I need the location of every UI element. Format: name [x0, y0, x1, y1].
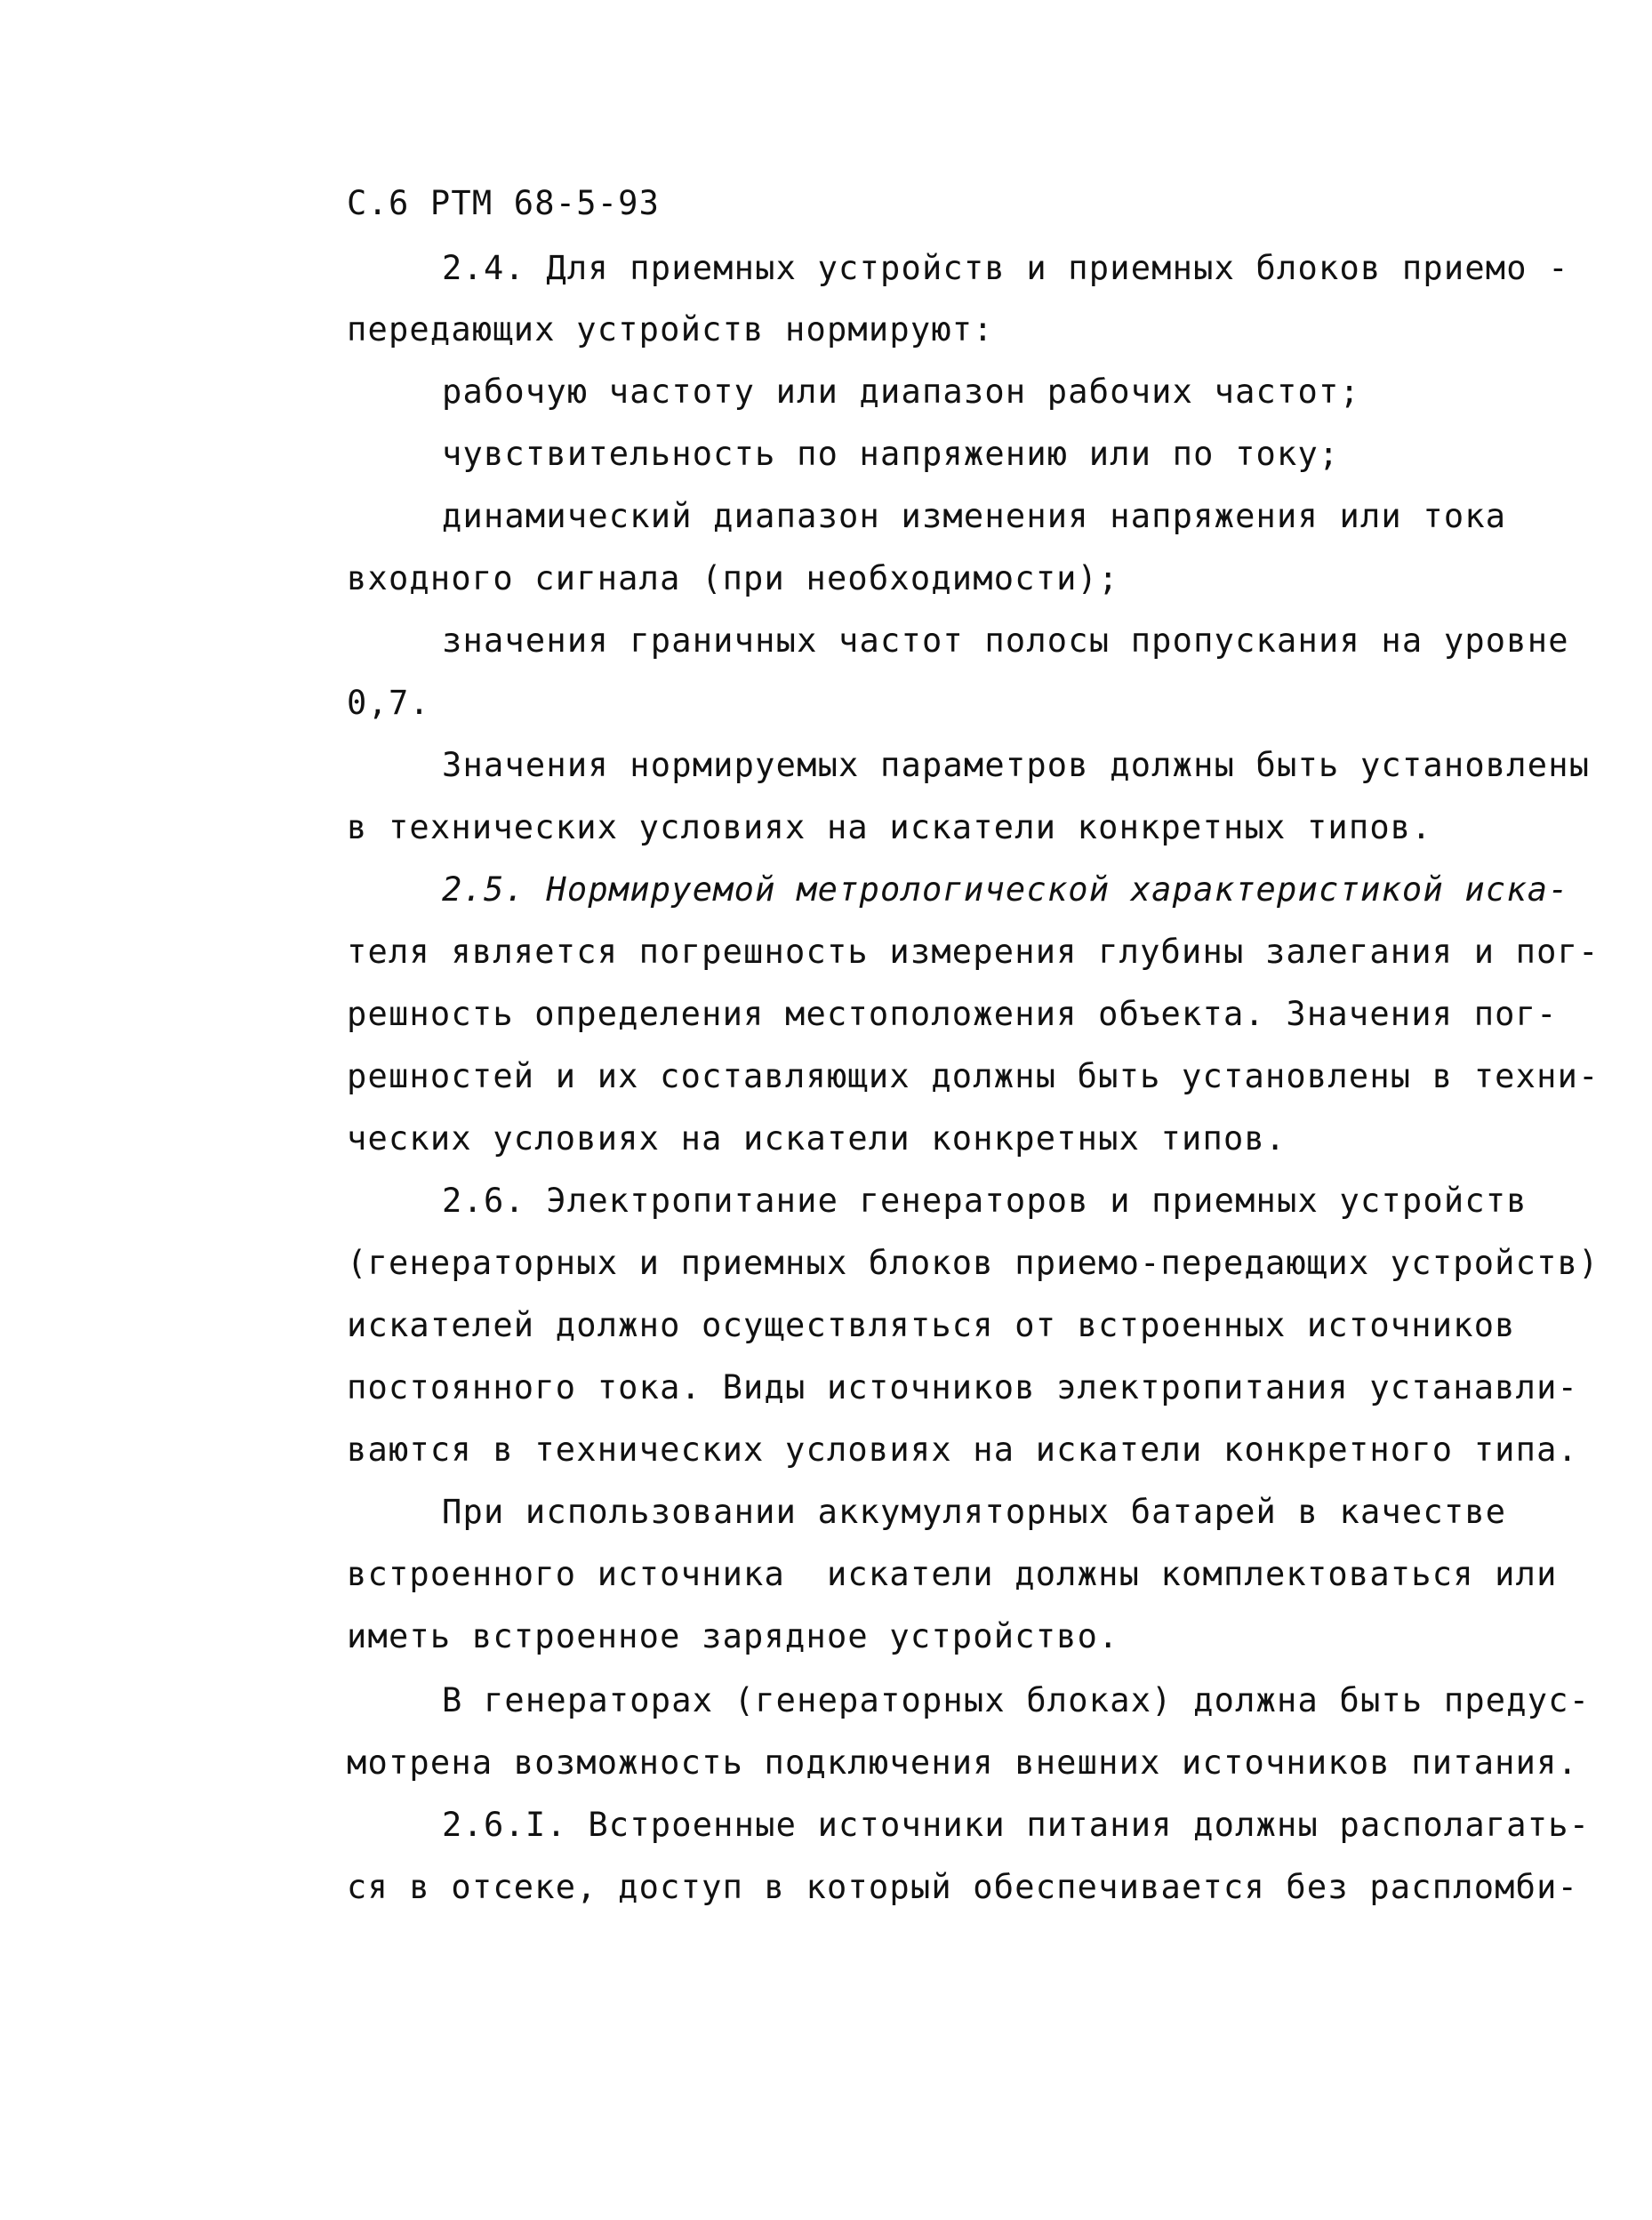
paragraph-line: 2.6.I. Встроенные источники питания должны располагать- — [442, 1806, 1591, 1844]
paragraph-line: в технических условиях на искатели конкретных типов. — [347, 808, 1432, 846]
paragraph-line: (генераторных и приемных блоков приемо-передающих устройств) — [347, 1244, 1600, 1282]
list-item-line: рабочую частоту или диапазон рабочих частот; — [442, 373, 1360, 411]
paragraph-line: 2.4. Для приемных устройств и приемных блоков приемо - — [442, 249, 1569, 287]
paragraph-line: мотрена возможность подключения внешних источников питания. — [347, 1743, 1579, 1782]
list-item-line: динамический диапазон изменения напряжения или тока — [442, 497, 1507, 535]
paragraph-line: постоянного тока. Виды источников электропитания устанавли- — [347, 1368, 1579, 1407]
page-header: С.6 РТМ 68-5-93 — [347, 184, 661, 222]
paragraph-line: 0,7. — [347, 684, 430, 722]
paragraph-line: теля является погрешность измерения глубины залегания и пог- — [347, 933, 1600, 971]
paragraph-line-italic: 2.5. Нормируемой метрологической характеристикой иска- — [442, 870, 1569, 909]
paragraph-line: Значения нормируемых параметров должны быть установлены — [442, 746, 1591, 784]
paragraph-line: передающих устройств нормируют: — [347, 310, 994, 349]
paragraph-line: ческих условиях на искатели конкретных типов. — [347, 1119, 1287, 1158]
paragraph-line: ваются в технических условиях на искатели конкретного типа. — [347, 1431, 1579, 1469]
paragraph-line: решностей и их составляющих должны быть установлены в техни- — [347, 1057, 1600, 1095]
paragraph-line: В генераторах (генераторных блоках) должна быть предус- — [442, 1681, 1591, 1719]
paragraph-line: искателей должно осуществляться от встроенных источников — [347, 1306, 1516, 1344]
paragraph-line: иметь встроенное зарядное устройство. — [347, 1617, 1119, 1655]
paragraph-line: входного сигнала (при необходимости); — [347, 559, 1119, 597]
paragraph-line: решность определения местоположения объекта. Значения пог- — [347, 995, 1558, 1033]
paragraph-line: встроенного источника искатели должны комплектоваться или — [347, 1555, 1558, 1593]
paragraph-line: При использовании аккумуляторных батарей в качестве — [442, 1493, 1507, 1531]
paragraph-line: 2.6. Электропитание генераторов и приемных устройств — [442, 1182, 1528, 1220]
list-item-line: значения граничных частот полосы пропускания на уровне — [442, 621, 1569, 660]
paragraph-line: ся в отсеке, доступ в который обеспечивается без распломби- — [347, 1868, 1579, 1906]
list-item-line: чувствительность по напряжению или по току; — [442, 435, 1340, 473]
